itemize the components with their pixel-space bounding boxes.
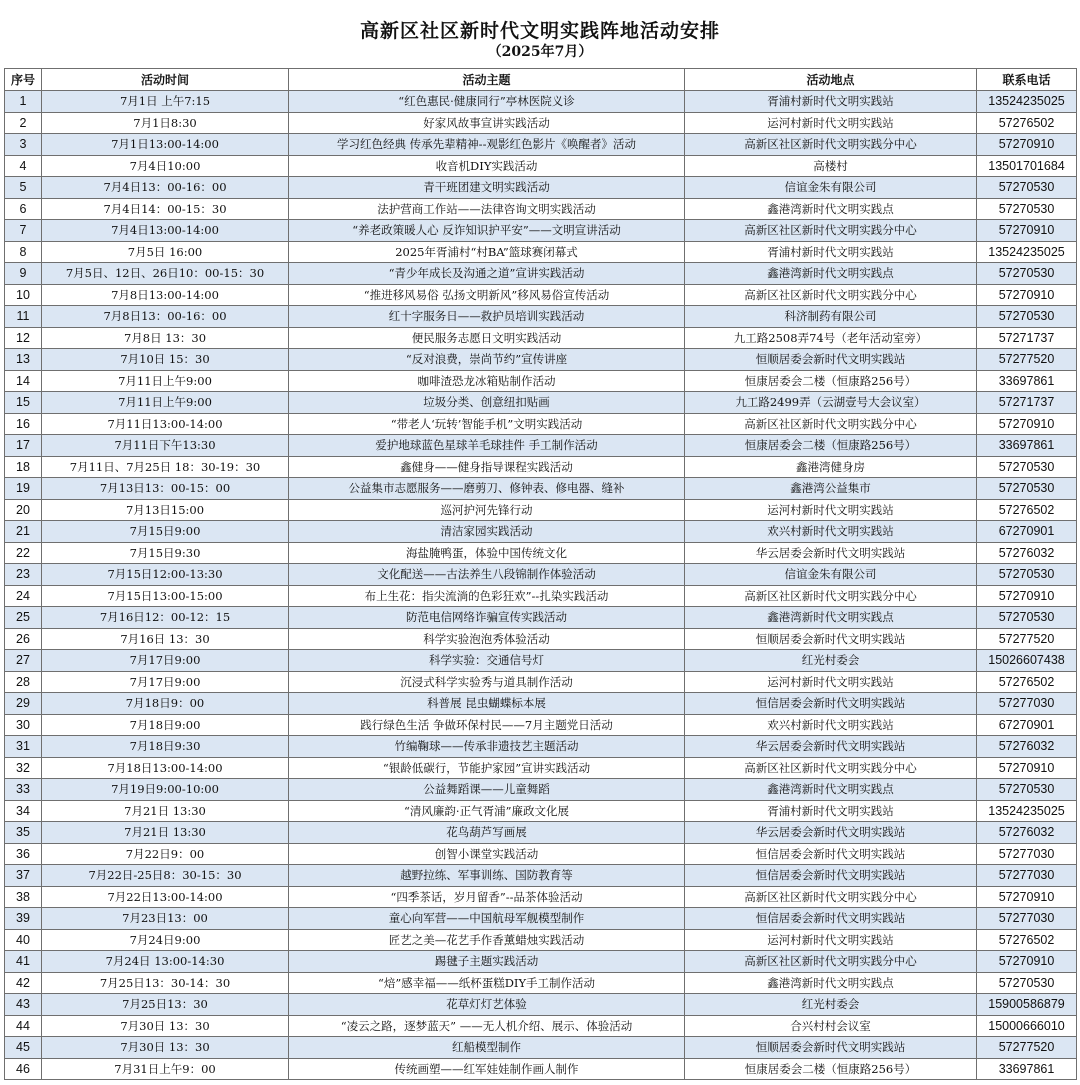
cell-theme: 文化配送——古法养生八段锦制作体验活动 — [289, 564, 685, 586]
cell-theme: 科学实验：交通信号灯 — [289, 650, 685, 672]
cell-phone: 57277030 — [977, 843, 1077, 865]
cell-location: 高新区社区新时代文明实践分中心 — [685, 757, 977, 779]
cell-phone: 57271737 — [977, 327, 1077, 349]
cell-time: 7月11日、7月25日 18：30-19：30 — [42, 456, 289, 478]
cell-location: 鑫港湾健身房 — [685, 456, 977, 478]
table-row — [5, 521, 1077, 543]
table-row — [5, 822, 1077, 844]
cell-phone: 13501701684 — [977, 155, 1077, 177]
cell-location: 胥浦村新时代文明实践站 — [685, 800, 977, 822]
table-row — [5, 1037, 1077, 1059]
table-row — [5, 478, 1077, 500]
cell-phone: 57270530 — [977, 607, 1077, 629]
cell-phone: 33697861 — [977, 435, 1077, 457]
cell-theme: 竹编鞠球——传承非遗技艺主题活动 — [289, 736, 685, 758]
cell-theme: 2025年胥浦村“村BA”篮球赛闭幕式 — [289, 241, 685, 263]
cell-no: 42 — [5, 972, 42, 994]
page-title: 高新区社区新时代文明实践阵地活动安排 — [359, 20, 720, 42]
cell-theme: 科普展 昆虫蝴蝶标本展 — [289, 693, 685, 715]
cell-theme: 收音机DIY实践活动 — [289, 155, 685, 177]
table-row — [5, 564, 1077, 586]
table-row — [5, 671, 1077, 693]
cell-phone: 57270530 — [977, 972, 1077, 994]
cell-no: 40 — [5, 929, 42, 951]
cell-time: 7月11日上午9:00 — [42, 370, 289, 392]
cell-no: 2 — [5, 112, 42, 134]
cell-time: 7月16日12：00-12：15 — [42, 607, 289, 629]
cell-time: 7月30日 13：30 — [42, 1037, 289, 1059]
table-row — [5, 865, 1077, 887]
cell-location: 红光村委会 — [685, 650, 977, 672]
cell-no: 28 — [5, 671, 42, 693]
cell-theme: 好家风故事宣讲实践活动 — [289, 112, 685, 134]
table-row — [5, 1058, 1077, 1080]
cell-location: 鑫港湾新时代文明实践点 — [685, 198, 977, 220]
cell-phone: 57270910 — [977, 284, 1077, 306]
table-row — [5, 628, 1077, 650]
cell-time: 7月13日13：00-15：00 — [42, 478, 289, 500]
cell-location: 高新区社区新时代文明实践分中心 — [685, 951, 977, 973]
cell-time: 7月11日13:00-14:00 — [42, 413, 289, 435]
cell-no: 25 — [5, 607, 42, 629]
cell-time: 7月4日14：00-15：30 — [42, 198, 289, 220]
cell-theme: 踢毽子主题实践活动 — [289, 951, 685, 973]
cell-time: 7月5日 16:00 — [42, 241, 289, 263]
cell-theme: 法护营商工作站——法律咨询文明实践活动 — [289, 198, 685, 220]
cell-no: 33 — [5, 779, 42, 801]
cell-location: 华云居委会新时代文明实践站 — [685, 822, 977, 844]
cell-location: 恒顺居委会新时代文明实践站 — [685, 1037, 977, 1059]
table-row — [5, 693, 1077, 715]
page-subtitle: （2025年7月） — [487, 44, 593, 60]
table-row — [5, 650, 1077, 672]
table-row — [5, 736, 1077, 758]
cell-no: 12 — [5, 327, 42, 349]
cell-phone: 33697861 — [977, 370, 1077, 392]
cell-theme: “红色惠民·健康同行”亭林医院义诊 — [289, 91, 685, 113]
cell-no: 4 — [5, 155, 42, 177]
cell-no: 11 — [5, 306, 42, 328]
header-phone: 联系电话 — [977, 69, 1077, 91]
table-row — [5, 585, 1077, 607]
cell-theme: 创智小课堂实践活动 — [289, 843, 685, 865]
cell-theme: 科学实验泡泡秀体验活动 — [289, 628, 685, 650]
cell-no: 35 — [5, 822, 42, 844]
cell-phone: 57270530 — [977, 263, 1077, 285]
cell-time: 7月25日13：30 — [42, 994, 289, 1016]
cell-theme: 学习红色经典 传承先辈精神--观影红色影片《唤醒者》活动 — [289, 134, 685, 156]
table-row — [5, 456, 1077, 478]
table-row — [5, 155, 1077, 177]
table-row — [5, 177, 1077, 199]
cell-no: 27 — [5, 650, 42, 672]
cell-no: 41 — [5, 951, 42, 973]
cell-location: 胥浦村新时代文明实践站 — [685, 91, 977, 113]
table-row — [5, 306, 1077, 328]
cell-time: 7月8日 13：30 — [42, 327, 289, 349]
cell-location: 恒康居委会二楼（恒康路256号） — [685, 370, 977, 392]
cell-location: 恒信居委会新时代文明实践站 — [685, 865, 977, 887]
cell-theme: 公益集市志愿服务——磨剪刀、修钟表、修电器、缝补 — [289, 478, 685, 500]
cell-theme: 咖啡渣恐龙冰箱贴制作活动 — [289, 370, 685, 392]
cell-phone: 15900586879 — [977, 994, 1077, 1016]
cell-location: 恒康居委会二楼（恒康路256号） — [685, 435, 977, 457]
cell-location: 信谊金朱有限公司 — [685, 564, 977, 586]
table-row — [5, 929, 1077, 951]
cell-no: 1 — [5, 91, 42, 113]
cell-no: 21 — [5, 521, 42, 543]
cell-time: 7月15日9:30 — [42, 542, 289, 564]
header-location: 活动地点 — [685, 69, 977, 91]
cell-theme: “推进移风易俗 弘扬文明新风”移风易俗宣传活动 — [289, 284, 685, 306]
cell-no: 36 — [5, 843, 42, 865]
table-row — [5, 112, 1077, 134]
cell-location: 高楼村 — [685, 155, 977, 177]
cell-no: 24 — [5, 585, 42, 607]
cell-time: 7月1日 上午7:15 — [42, 91, 289, 113]
cell-phone: 57270910 — [977, 757, 1077, 779]
cell-location: 恒信居委会新时代文明实践站 — [685, 693, 977, 715]
table-row — [5, 198, 1077, 220]
cell-phone: 57276502 — [977, 929, 1077, 951]
cell-time: 7月4日13:00-14:00 — [42, 220, 289, 242]
cell-phone: 57277520 — [977, 628, 1077, 650]
cell-time: 7月21日 13:30 — [42, 822, 289, 844]
cell-no: 19 — [5, 478, 42, 500]
cell-time: 7月22日-25日8：30-15：30 — [42, 865, 289, 887]
cell-time: 7月13日15:00 — [42, 499, 289, 521]
cell-theme: 防范电信网络诈骗宣传实践活动 — [289, 607, 685, 629]
cell-theme: 匠艺之美—花艺手作香薰蜡烛实践活动 — [289, 929, 685, 951]
cell-location: 合兴村村会议室 — [685, 1015, 977, 1037]
cell-phone: 57276032 — [977, 822, 1077, 844]
cell-theme: “带老人‘玩转’智能手机”文明实践活动 — [289, 413, 685, 435]
cell-theme: 沉浸式科学实验秀与道具制作活动 — [289, 671, 685, 693]
cell-theme: “养老政策暖人心 反诈知识护平安”——文明宣讲活动 — [289, 220, 685, 242]
cell-time: 7月18日13:00-14:00 — [42, 757, 289, 779]
cell-no: 29 — [5, 693, 42, 715]
cell-location: 恒信居委会新时代文明实践站 — [685, 843, 977, 865]
cell-no: 31 — [5, 736, 42, 758]
cell-time: 7月15日12:00-13:30 — [42, 564, 289, 586]
cell-phone: 33697861 — [977, 1058, 1077, 1080]
cell-no: 43 — [5, 994, 42, 1016]
cell-theme: “青少年成长及沟通之道”宣讲实践活动 — [289, 263, 685, 285]
cell-phone: 57277520 — [977, 349, 1077, 371]
cell-location: 高新区社区新时代文明实践分中心 — [685, 220, 977, 242]
table-row — [5, 886, 1077, 908]
cell-theme: 花草灯灯艺体验 — [289, 994, 685, 1016]
header-theme: 活动主题 — [289, 69, 685, 91]
cell-no: 26 — [5, 628, 42, 650]
table-row — [5, 542, 1077, 564]
cell-location: 红光村委会 — [685, 994, 977, 1016]
cell-time: 7月18日9：00 — [42, 693, 289, 715]
cell-no: 45 — [5, 1037, 42, 1059]
cell-no: 3 — [5, 134, 42, 156]
cell-theme: 越野拉练、军事训练、国防教育等 — [289, 865, 685, 887]
table-row — [5, 392, 1077, 414]
cell-time: 7月8日13:00-14:00 — [42, 284, 289, 306]
table-row — [5, 908, 1077, 930]
cell-theme: 公益舞蹈课——儿童舞蹈 — [289, 779, 685, 801]
table-row — [5, 951, 1077, 973]
cell-phone: 57270910 — [977, 585, 1077, 607]
cell-time: 7月8日13：00-16：00 — [42, 306, 289, 328]
table-row — [5, 327, 1077, 349]
cell-time: 7月24日9:00 — [42, 929, 289, 951]
table-row — [5, 994, 1077, 1016]
cell-time: 7月15日9:00 — [42, 521, 289, 543]
cell-location: 高新区社区新时代文明实践分中心 — [685, 134, 977, 156]
table-row — [5, 499, 1077, 521]
cell-theme: “银龄低碳行，节能护家园”宣讲实践活动 — [289, 757, 685, 779]
table-header-row — [5, 69, 1077, 91]
cell-phone: 57270530 — [977, 456, 1077, 478]
cell-theme: 鑫健身——健身指导课程实践活动 — [289, 456, 685, 478]
cell-time: 7月15日13:00-15:00 — [42, 585, 289, 607]
cell-theme: 红十字服务日——救护员培训实践活动 — [289, 306, 685, 328]
cell-theme: “焙”感幸福——纸杯蛋糕DIY手工制作活动 — [289, 972, 685, 994]
cell-phone: 57270530 — [977, 177, 1077, 199]
cell-theme: 爱护地球蓝色星球羊毛球挂件 手工制作活动 — [289, 435, 685, 457]
table-row — [5, 241, 1077, 263]
cell-no: 18 — [5, 456, 42, 478]
cell-phone: 57270530 — [977, 478, 1077, 500]
cell-time: 7月31日上午9：00 — [42, 1058, 289, 1080]
cell-phone: 57271737 — [977, 392, 1077, 414]
cell-no: 6 — [5, 198, 42, 220]
cell-theme: 海盐腌鸭蛋，体验中国传统文化 — [289, 542, 685, 564]
cell-no: 39 — [5, 908, 42, 930]
cell-phone: 57270910 — [977, 951, 1077, 973]
cell-phone: 57270910 — [977, 413, 1077, 435]
cell-phone: 57270910 — [977, 134, 1077, 156]
cell-location: 运河村新时代文明实践站 — [685, 671, 977, 693]
cell-no: 46 — [5, 1058, 42, 1080]
cell-location: 信谊金朱有限公司 — [685, 177, 977, 199]
cell-location: 恒信居委会新时代文明实践站 — [685, 908, 977, 930]
cell-time: 7月11日上午9:00 — [42, 392, 289, 414]
cell-phone: 57277030 — [977, 908, 1077, 930]
cell-time: 7月4日13：00-16：00 — [42, 177, 289, 199]
cell-phone: 15026607438 — [977, 650, 1077, 672]
cell-phone: 15000666010 — [977, 1015, 1077, 1037]
table-row — [5, 607, 1077, 629]
cell-location: 鑫港湾新时代文明实践点 — [685, 263, 977, 285]
cell-no: 38 — [5, 886, 42, 908]
cell-phone: 13524235025 — [977, 241, 1077, 263]
table-row — [5, 757, 1077, 779]
cell-phone: 57276032 — [977, 736, 1077, 758]
cell-phone: 57276502 — [977, 499, 1077, 521]
cell-no: 9 — [5, 263, 42, 285]
cell-time: 7月1日8:30 — [42, 112, 289, 134]
cell-time: 7月1日13:00-14:00 — [42, 134, 289, 156]
cell-no: 7 — [5, 220, 42, 242]
cell-location: 鑫港湾新时代文明实践点 — [685, 607, 977, 629]
table-row — [5, 220, 1077, 242]
cell-location: 恒康居委会二楼（恒康路256号） — [685, 1058, 977, 1080]
cell-phone: 13524235025 — [977, 800, 1077, 822]
table-row — [5, 134, 1077, 156]
cell-location: 高新区社区新时代文明实践分中心 — [685, 284, 977, 306]
table-row — [5, 1015, 1077, 1037]
cell-time: 7月11日下午13:30 — [42, 435, 289, 457]
cell-time: 7月17日9:00 — [42, 671, 289, 693]
cell-location: 九工路2508弄74号（老年活动室旁） — [685, 327, 977, 349]
cell-no: 23 — [5, 564, 42, 586]
table-row — [5, 714, 1077, 736]
cell-time: 7月18日9:30 — [42, 736, 289, 758]
cell-location: 运河村新时代文明实践站 — [685, 499, 977, 521]
table-row — [5, 800, 1077, 822]
cell-phone: 57270530 — [977, 306, 1077, 328]
cell-no: 8 — [5, 241, 42, 263]
table-row — [5, 843, 1077, 865]
cell-phone: 57277030 — [977, 693, 1077, 715]
cell-theme: 垃圾分类、创意纽扣贴画 — [289, 392, 685, 414]
cell-no: 5 — [5, 177, 42, 199]
cell-phone: 67270901 — [977, 714, 1077, 736]
cell-location: 欢兴村新时代文明实践站 — [685, 521, 977, 543]
cell-no: 15 — [5, 392, 42, 414]
cell-theme: 红船模型制作 — [289, 1037, 685, 1059]
cell-no: 32 — [5, 757, 42, 779]
cell-time: 7月17日9:00 — [42, 650, 289, 672]
cell-phone: 57270530 — [977, 564, 1077, 586]
cell-no: 10 — [5, 284, 42, 306]
cell-no: 16 — [5, 413, 42, 435]
cell-location: 胥浦村新时代文明实践站 — [685, 241, 977, 263]
header-no: 序号 — [5, 69, 42, 91]
cell-location: 运河村新时代文明实践站 — [685, 929, 977, 951]
cell-location: 运河村新时代文明实践站 — [685, 112, 977, 134]
cell-theme: “四季茶话，岁月留香”--品茶体验活动 — [289, 886, 685, 908]
cell-no: 17 — [5, 435, 42, 457]
cell-time: 7月30日 13：30 — [42, 1015, 289, 1037]
table-row — [5, 349, 1077, 371]
cell-no: 14 — [5, 370, 42, 392]
cell-time: 7月24日 13:00-14:30 — [42, 951, 289, 973]
cell-theme: 童心向军营——中国航母军舰模型制作 — [289, 908, 685, 930]
table-row — [5, 972, 1077, 994]
cell-location: 高新区社区新时代文明实践分中心 — [685, 886, 977, 908]
cell-theme: 花鸟葫芦写画展 — [289, 822, 685, 844]
table-row — [5, 263, 1077, 285]
cell-location: 欢兴村新时代文明实践站 — [685, 714, 977, 736]
cell-theme: “凌云之路，逐梦蓝天” ——无人机介绍、展示、体验活动 — [289, 1015, 685, 1037]
cell-phone: 57277030 — [977, 865, 1077, 887]
cell-phone: 57276502 — [977, 671, 1077, 693]
cell-time: 7月19日9:00-10:00 — [42, 779, 289, 801]
cell-no: 34 — [5, 800, 42, 822]
cell-theme: 便民服务志愿日文明实践活动 — [289, 327, 685, 349]
cell-location: 科济制药有限公司 — [685, 306, 977, 328]
cell-theme: “清风廉韵·正气胥浦”廉政文化展 — [289, 800, 685, 822]
cell-theme: 践行绿色生活 争做环保村民——7月主题党日活动 — [289, 714, 685, 736]
cell-theme: 传统画塑——红军娃娃制作画人制作 — [289, 1058, 685, 1080]
cell-no: 22 — [5, 542, 42, 564]
cell-time: 7月18日9:00 — [42, 714, 289, 736]
cell-location: 华云居委会新时代文明实践站 — [685, 736, 977, 758]
cell-location: 恒顺居委会新时代文明实践站 — [685, 349, 977, 371]
cell-phone: 57270530 — [977, 779, 1077, 801]
table-row — [5, 435, 1077, 457]
cell-theme: 布上生花：指尖流淌的色彩狂欢”--扎染实践活动 — [289, 585, 685, 607]
activity-table — [4, 68, 1077, 1080]
cell-location: 华云居委会新时代文明实践站 — [685, 542, 977, 564]
cell-phone: 13524235025 — [977, 91, 1077, 113]
table-row — [5, 413, 1077, 435]
cell-time: 7月21日 13:30 — [42, 800, 289, 822]
cell-time: 7月4日10:00 — [42, 155, 289, 177]
cell-time: 7月5日、12日、26日10：00-15：30 — [42, 263, 289, 285]
cell-location: 恒顺居委会新时代文明实践站 — [685, 628, 977, 650]
cell-phone: 57276032 — [977, 542, 1077, 564]
cell-time: 7月22日9：00 — [42, 843, 289, 865]
cell-location: 高新区社区新时代文明实践分中心 — [685, 585, 977, 607]
cell-location: 九工路2499弄（云湖壹号大会议室） — [685, 392, 977, 414]
table-row — [5, 370, 1077, 392]
cell-time: 7月10日 15：30 — [42, 349, 289, 371]
cell-time: 7月23日13：00 — [42, 908, 289, 930]
cell-no: 20 — [5, 499, 42, 521]
cell-phone: 57277520 — [977, 1037, 1077, 1059]
cell-theme: 清洁家园实践活动 — [289, 521, 685, 543]
cell-no: 44 — [5, 1015, 42, 1037]
cell-theme: 巡河护河先锋行动 — [289, 499, 685, 521]
cell-phone: 57270910 — [977, 886, 1077, 908]
cell-location: 鑫港湾公益集市 — [685, 478, 977, 500]
cell-time: 7月22日13:00-14:00 — [42, 886, 289, 908]
cell-no: 30 — [5, 714, 42, 736]
table-body — [5, 91, 1077, 1080]
cell-theme: “反对浪费，崇尚节约”宣传讲座 — [289, 349, 685, 371]
cell-location: 鑫港湾新时代文明实践点 — [685, 779, 977, 801]
cell-phone: 57270530 — [977, 198, 1077, 220]
table-row — [5, 284, 1077, 306]
cell-phone: 57270910 — [977, 220, 1077, 242]
cell-no: 13 — [5, 349, 42, 371]
cell-no: 37 — [5, 865, 42, 887]
table-row — [5, 91, 1077, 113]
cell-time: 7月16日 13：30 — [42, 628, 289, 650]
header-time: 活动时间 — [42, 69, 289, 91]
cell-time: 7月25日13：30-14：30 — [42, 972, 289, 994]
cell-phone: 67270901 — [977, 521, 1077, 543]
cell-location: 鑫港湾新时代文明实践点 — [685, 972, 977, 994]
cell-theme: 青干班团建文明实践活动 — [289, 177, 685, 199]
cell-phone: 57276502 — [977, 112, 1077, 134]
cell-location: 高新区社区新时代文明实践分中心 — [685, 413, 977, 435]
table-row — [5, 779, 1077, 801]
